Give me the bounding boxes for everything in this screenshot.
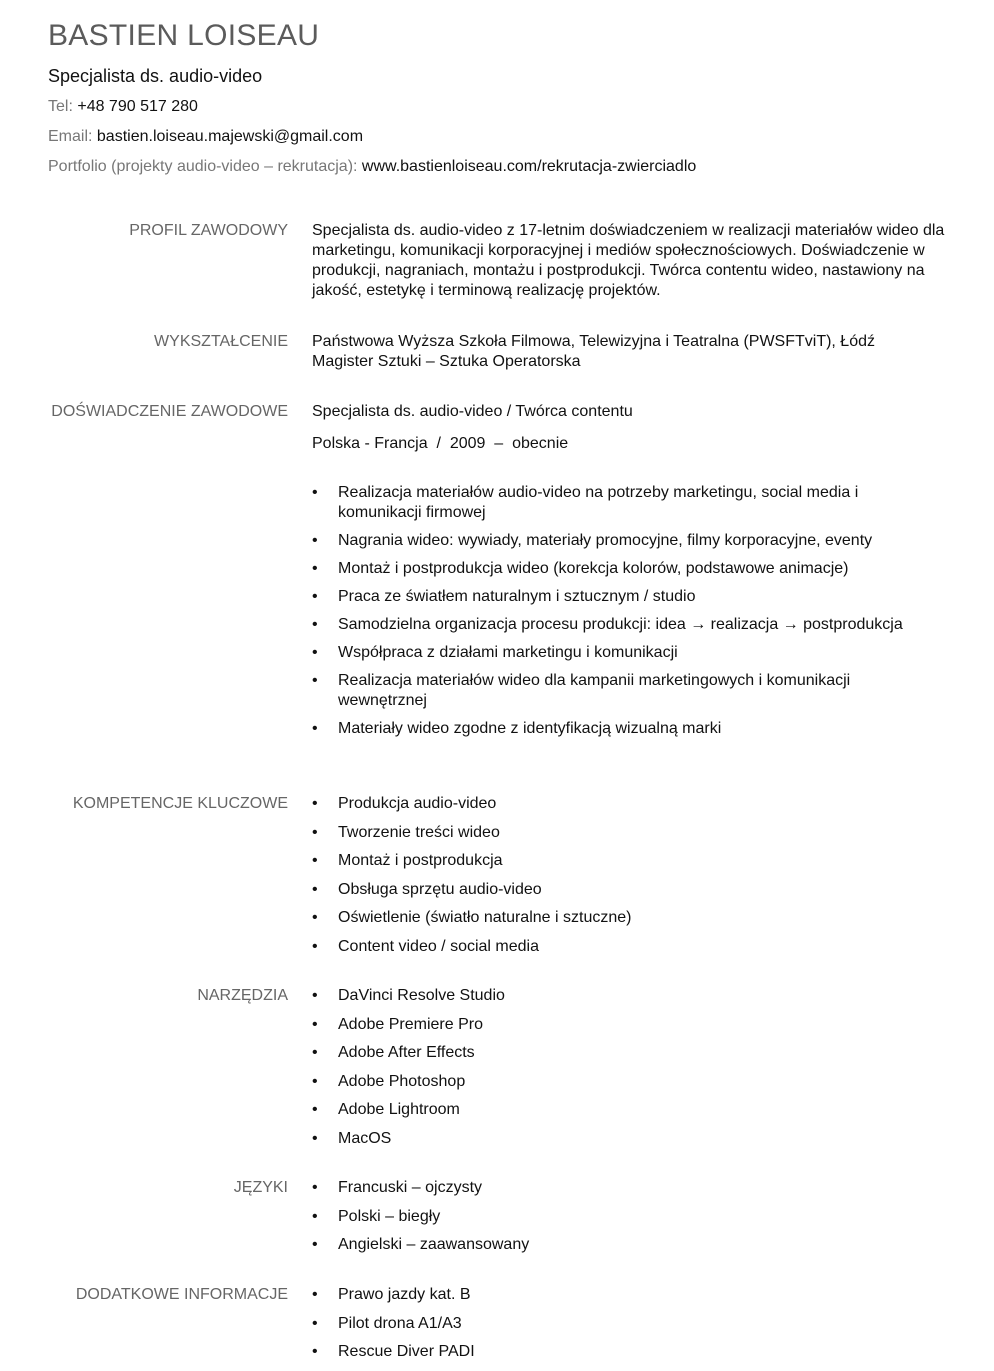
phone-label: Tel: <box>48 98 78 115</box>
list-item: • DaVinci Resolve Studio <box>312 986 952 1006</box>
list-item: • Realizacja materiałów wideo dla kampanii marketingowych i komunikacji wewnętrznej <box>312 671 912 711</box>
education-degree: Magister Sztuki – Sztuka Operatorska <box>312 353 581 370</box>
list-item: • Samodzielna organizacja procesu produkcji: idea → realizacja → postprodukcja <box>312 615 912 635</box>
list-item: • Polski – biegły <box>312 1207 952 1227</box>
list-item: • Tworzenie treści wideo <box>312 823 952 843</box>
additional-list <box>312 1285 952 1362</box>
list-item: • Angielski – zaawansowany <box>312 1235 952 1255</box>
list-item: • Adobe After Effects <box>312 1043 952 1063</box>
list-item: • Obsługa sprzętu audio-video <box>312 880 952 900</box>
competences-heading: KOMPETENCJE KLUCZOWE <box>72 795 288 812</box>
email-line <box>48 126 968 148</box>
portfolio-label: Portfolio (projekty audio-video – rekrutacja): <box>48 158 362 175</box>
tools-list <box>312 986 952 1149</box>
list-item: • Content video / social media <box>312 937 952 957</box>
list-item: • Adobe Photoshop <box>312 1072 952 1092</box>
list-item: • Francuski – ojczysty <box>312 1178 952 1198</box>
list-item: • Produkcja audio-video <box>312 794 952 814</box>
competences-body <box>312 794 952 965</box>
profile-heading: PROFIL ZAWODOWY <box>129 222 288 239</box>
cv-header <box>48 16 968 178</box>
profile-body <box>312 221 952 301</box>
list-item: • Adobe Lightroom <box>312 1100 952 1120</box>
experience-list <box>312 483 912 739</box>
additional-body <box>312 1285 952 1371</box>
list-item: • Praca ze światłem naturalnym i sztucznym / studio <box>312 587 912 607</box>
experience-role: Specjalista ds. audio-video / Twórca contentu <box>312 403 633 420</box>
tools-body <box>312 986 952 1157</box>
candidate-title: Specjalista ds. audio-video <box>48 66 263 86</box>
experience-body <box>312 402 952 747</box>
experience-period: Polska - Francja / 2009 – obecnie <box>312 435 569 452</box>
list-item: • Prawo jazdy kat. B <box>312 1285 952 1305</box>
email-link[interactable]: bastien.loiseau.majewski@gmail.com <box>96 128 364 145</box>
tools-heading: NARZĘDZIA <box>197 987 288 1004</box>
email-label: Email: <box>48 128 97 145</box>
phone-line <box>48 96 968 118</box>
list-item: • Pilot drona A1/A3 <box>312 1314 952 1334</box>
list-item: • Realizacja materiałów audio-video na potrzeby marketingu, social media i komunikacji firmowej <box>312 483 912 523</box>
list-item: • Nagrania wideo: wywiady, materiały promocyjne, filmy korporacyjne, eventy <box>312 531 912 551</box>
list-item: • Materiały wideo zgodne z identyfikacją wizualną marki <box>312 719 912 739</box>
portfolio-line <box>48 156 968 178</box>
list-item: • Rescue Diver PADI <box>312 1342 952 1362</box>
languages-body <box>312 1178 952 1264</box>
list-item: • Montaż i postprodukcja wideo (korekcja kolorów, podstawowe animacje) <box>312 559 912 579</box>
experience-heading: DOŚWIADCZENIE ZAWODOWE <box>51 403 288 420</box>
list-item: • MacOS <box>312 1129 952 1149</box>
list-item: • Adobe Premiere Pro <box>312 1015 952 1035</box>
languages-list <box>312 1178 952 1255</box>
phone-value[interactable]: +48 790 517 280 <box>77 98 198 115</box>
education-school: Państwowa Wyższa Szkoła Filmowa, Telewizyjna i Teatralna (PWSFTviT), Łódź <box>312 333 875 350</box>
list-item: • Współpraca z działami marketingu i komunikacji <box>312 643 912 663</box>
portfolio-link[interactable]: www.bastienloiseau.com/rekrutacja-zwierciadlo <box>361 158 697 175</box>
languages-heading: JĘZYKI <box>233 1179 288 1196</box>
list-item: • Oświetlenie (światło naturalne i sztuczne) <box>312 908 952 928</box>
profile-text: Specjalista ds. audio-video z 17-letnim doświadczeniem w realizacji materiałów wideo dla marketingu, komunikacji korporacyjnej i mediów społecznościowych. Doświadczenie w produkcji, nagraniach, montażu i postprodukcji. Twórca contentu wideo, nastawiony na jakość, estetykę i terminową realizację projektów. <box>312 222 945 299</box>
education-body <box>312 332 952 372</box>
competences-list <box>312 794 952 957</box>
education-heading: WYKSZTAŁCENIE <box>154 333 288 350</box>
candidate-name: BASTIEN LOISEAU <box>48 19 320 52</box>
additional-heading: DODATKOWE INFORMACJE <box>75 1286 288 1303</box>
list-item: • Montaż i postprodukcja <box>312 851 952 871</box>
